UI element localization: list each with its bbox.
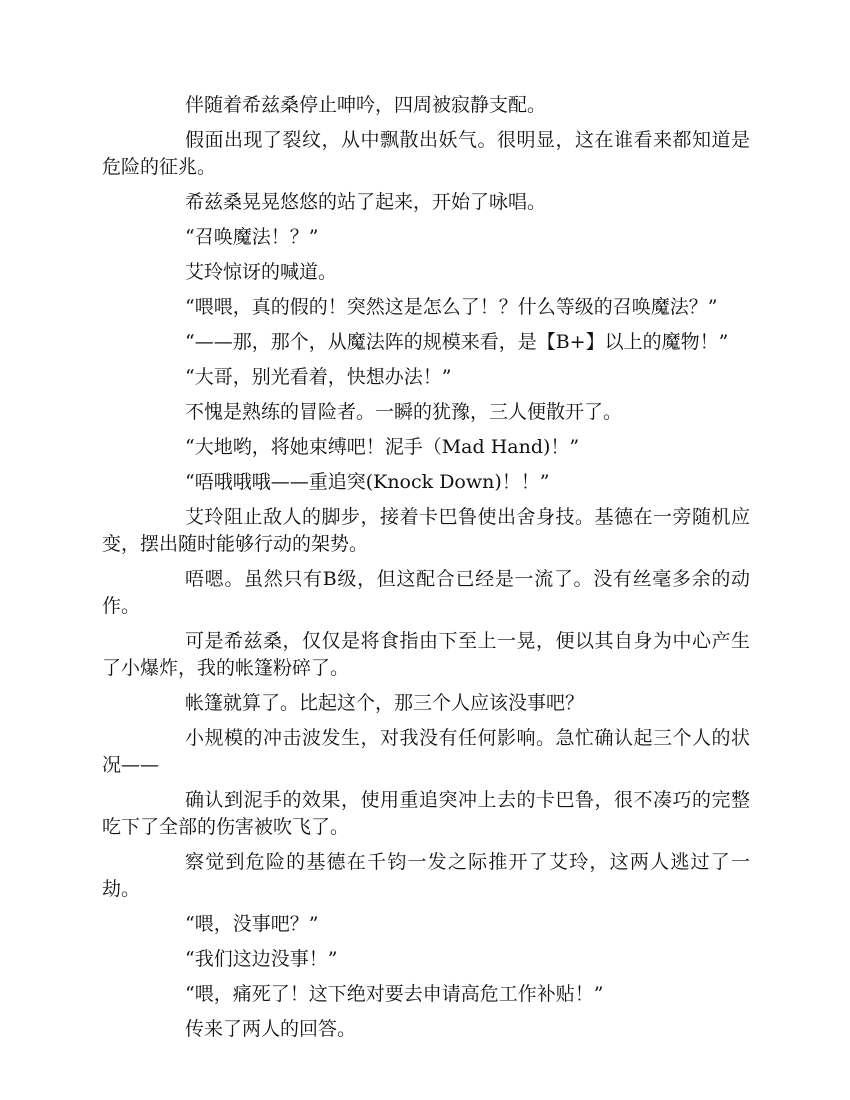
paragraph: 艾玲阻止敌人的脚步，接着卡巴鲁使出舍身技。基德在一旁随机应变，摆出随时能够行动的架势。 (102, 506, 750, 555)
paragraph: 确认到泥手的效果，使用重追突冲上去的卡巴鲁，很不凑巧的完整吃下了全部的伤害被吹飞了。 (102, 789, 750, 838)
paragraph: 希兹桑晃晃悠悠的站了起来，开始了咏唱。 (185, 191, 547, 213)
paragraph: “——那，那个，从魔法阵的规模来看，是【B+】以上的魔物！” (185, 331, 729, 353)
paragraph: “喂，痛死了！这下绝对要去申请高危工作补贴！” (185, 983, 604, 1005)
paragraph: 伴随着希兹桑停止呻吟，四周被寂静支配。 (185, 94, 547, 116)
text-body (102, 92, 750, 1051)
paragraph: “大地哟，将她束缚吧！泥手（Mad Hand)！” (185, 436, 580, 458)
paragraph: 帐篷就算了。比起这个，那三个人应该没事吧？ (185, 692, 585, 714)
paragraph: “喂，没事吧？” (185, 913, 319, 935)
paragraph: 可是希兹桑，仅仅是将食指由下至上一晃，便以其自身为中心产生了小爆炸，我的帐篷粉碎了。 (102, 630, 750, 679)
paragraph: “我们这边没事！” (185, 948, 338, 970)
paragraph: 小规模的冲击波发生，对我没有任何影响。急忙确认起三个人的状况—— (102, 727, 750, 776)
paragraph: “大哥，别光看着，快想办法！” (185, 366, 452, 388)
paragraph: 假面出现了裂纹，从中飘散出妖气。很明显，这在谁看来都知道是危险的征兆。 (102, 129, 750, 178)
paragraph: 艾玲惊讶的喊道。 (185, 261, 338, 283)
paragraph: 察觉到危险的基德在千钧一发之际推开了艾玲，这两人逃过了一劫。 (102, 851, 750, 900)
paragraph: 不愧是熟练的冒险者。一瞬的犹豫，三人便散开了。 (185, 401, 623, 423)
paragraph: “喂喂，真的假的！突然这是怎么了！？什么等级的召唤魔法？” (185, 296, 718, 318)
paragraph: “唔哦哦哦——重追突(Knock Down)！！” (185, 471, 550, 493)
paragraph: 传来了两人的回答。 (185, 1018, 357, 1040)
paragraph: 唔嗯。虽然只有B级，但这配合已经是一流了。没有丝毫多余的动作。 (102, 568, 750, 617)
paragraph: “召唤魔法！？” (185, 226, 319, 248)
